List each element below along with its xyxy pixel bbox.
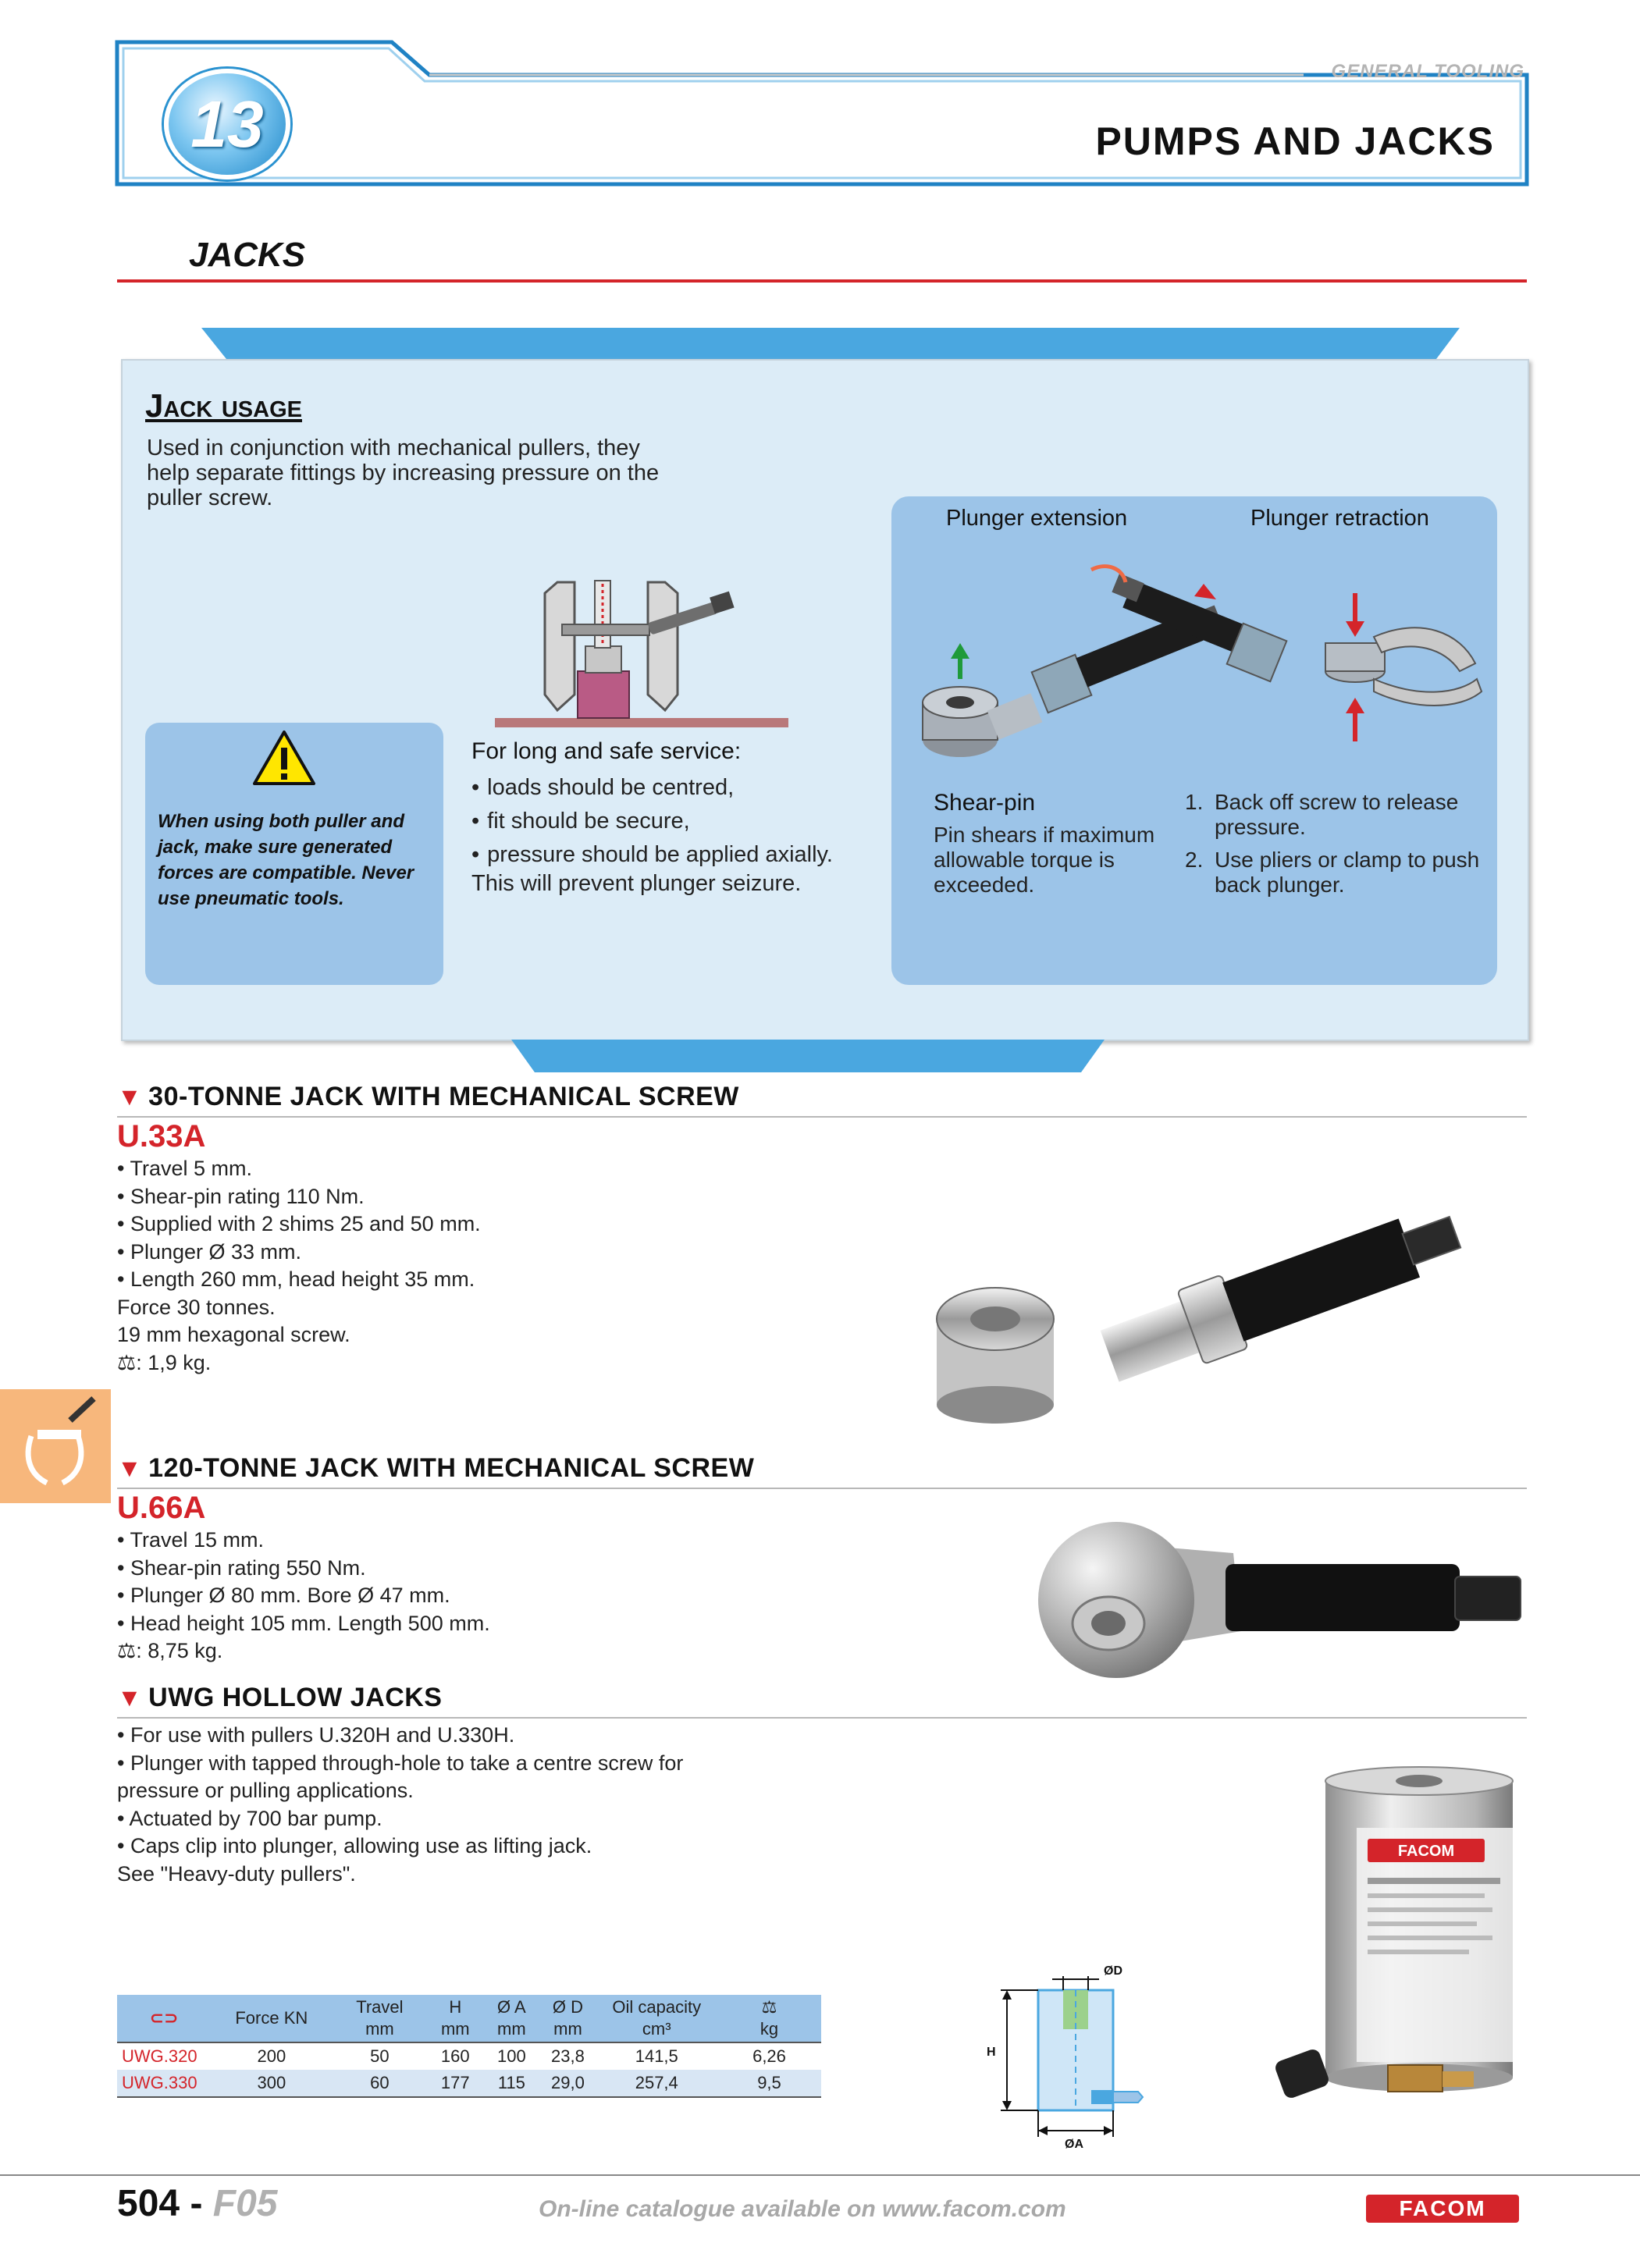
product-rule: [117, 1116, 1527, 1118]
panel-top-ribbon: [117, 328, 1460, 359]
service-list: [471, 771, 877, 872]
ref-header: [117, 1995, 211, 2042]
table-cell: 200: [257, 2046, 286, 2066]
table-cell: 9,5: [757, 2073, 781, 2092]
column-header: ⚖ kg: [717, 1995, 821, 2042]
puller-with-jack-illustration: [493, 578, 790, 734]
service-title: For long and safe service:: [471, 738, 742, 764]
product-features: [117, 1155, 820, 1377]
table-cell: 29,0: [551, 2073, 585, 2092]
retraction-step: [1185, 848, 1497, 898]
shear-pin-title: Shear-pin: [934, 790, 1036, 816]
catalogue-code: F05: [212, 2183, 278, 2224]
product-rule: [117, 1488, 1527, 1489]
column-header: Oil capacity cm³: [596, 1995, 717, 2042]
shear-pin-text: Pin shears if maximum allowable torque is exceeded.: [934, 823, 1155, 897]
jack-usage-description: Used in conjunction with mechanical pullers, they help separate fittings by increasing pressure on the puller screw.: [147, 435, 660, 510]
product-features: [117, 1527, 820, 1665]
plunger-operation-illustration: [913, 562, 1491, 780]
product-features: [117, 1722, 742, 1888]
table-row: [117, 2042, 821, 2070]
image-brand-label: FACOM: [1397, 1843, 1455, 1860]
feature-line: • Travel 5 mm.: [117, 1157, 252, 1180]
service-item: • fit should be secure,: [471, 805, 877, 838]
service-item: • pressure should be applied axially.: [471, 838, 877, 872]
page-separator: -: [190, 2183, 203, 2224]
step-number: 1.: [1185, 790, 1204, 814]
column-header: Force KN: [211, 1995, 332, 2042]
retraction-step: [1185, 790, 1497, 840]
feature-line: • For use with pullers U.320H and U.330H.: [117, 1723, 515, 1747]
feature-line: • Plunger Ø 33 mm.: [117, 1239, 302, 1264]
column-header: Ø A mm: [483, 1995, 539, 2042]
plunger-extension-label: Plunger extension: [946, 506, 1128, 531]
table-cell: 160: [440, 2046, 470, 2066]
product-heading: [117, 1082, 739, 1112]
dim-label-a: ØA: [1065, 2138, 1083, 2151]
feature-line: Force 30 tonnes.: [117, 1295, 276, 1319]
page-title: PUMPS AND JACKS: [1095, 119, 1495, 163]
product-code: U.33A: [117, 1119, 206, 1154]
table-cell: 177: [440, 2073, 470, 2092]
feature-line: • Head height 105 mm. Length 500 mm.: [117, 1611, 490, 1635]
feature-line: 19 mm hexagonal screw.: [117, 1323, 350, 1346]
uwg-hollow-jack-image: [1271, 1765, 1528, 2121]
feature-line: • Travel 15 mm.: [117, 1528, 264, 1552]
product-heading-text: 30-TONNE JACK WITH MECHANICAL SCREW: [148, 1082, 739, 1111]
table-cell-ref: UWG.320: [122, 2046, 197, 2066]
table-cell: 300: [257, 2073, 286, 2092]
column-header: H mm: [427, 1995, 483, 2042]
feature-line: • Actuated by 700 bar pump.: [117, 1806, 382, 1830]
feature-line: • Shear-pin rating 550 Nm.: [117, 1555, 366, 1580]
table-cell: 6,26: [752, 2046, 786, 2066]
table-cell: 141,5: [635, 2046, 678, 2066]
table-header-row: [117, 1995, 821, 2042]
table-row: [117, 2070, 821, 2097]
feature-line: • Length 260 mm, head height 35 mm.: [117, 1267, 475, 1291]
column-header: Ø D mm: [539, 1995, 596, 2042]
facom-logo: FACOM: [1366, 2195, 1519, 2223]
section-rule: [117, 279, 1527, 283]
table-cell: 115: [497, 2073, 525, 2092]
product-heading-text: 120-TONNE JACK WITH MECHANICAL SCREW: [148, 1453, 755, 1483]
warning-icon: [251, 729, 317, 787]
table-cell: 100: [497, 2046, 526, 2066]
dim-label-d: ØD: [1104, 1964, 1122, 1978]
table-cell: 50: [370, 2046, 390, 2066]
feature-line: ⚖: 8,75 kg.: [117, 1639, 223, 1662]
footer-online-text: On-line catalogue available on www.facom.com: [539, 2196, 1066, 2222]
step-text: Back off screw to release pressure.: [1215, 790, 1459, 839]
table-cell-ref: UWG.330: [122, 2073, 197, 2092]
panel-bottom-ribbon: [511, 1040, 1105, 1072]
product-rule: [117, 1717, 1527, 1719]
page-number: 504: [117, 2183, 180, 2224]
chapter-badge: 13: [164, 69, 290, 180]
uwg-dimension-diagram: [987, 1961, 1162, 2151]
u66a-jack-image: [1030, 1498, 1530, 1678]
section-label: GENERAL TOOLING: [1331, 61, 1524, 82]
feature-line: • Shear-pin rating 110 Nm.: [117, 1184, 365, 1208]
chapter-side-tab: [0, 1389, 111, 1503]
table-cell: 257,4: [635, 2073, 678, 2092]
retraction-steps: [1185, 790, 1497, 905]
facom-ref-icon: ⊂⊃: [149, 2008, 179, 2028]
service-note: This will prevent plunger seizure.: [471, 871, 802, 896]
red-triangle-icon: ▼: [117, 1454, 143, 1482]
warning-text: When using both puller and jack, make sure generated forces are compatible. Never use pneumatic tools.: [158, 811, 414, 909]
table-cell: 60: [370, 2073, 390, 2092]
product-heading-text: UWG HOLLOW JACKS: [148, 1683, 443, 1712]
table-cell: 23,8: [551, 2046, 585, 2066]
feature-line: ⚖: 1,9 kg.: [117, 1350, 212, 1374]
column-header: Travel mm: [333, 1995, 428, 2042]
jack-usage-title: Jack usage: [145, 387, 302, 424]
u33a-jack-image: [913, 1155, 1522, 1420]
footer-rule: [0, 2174, 1640, 2176]
section-title: JACKS: [189, 236, 306, 274]
plunger-retraction-label: Plunger retraction: [1250, 506, 1429, 531]
feature-line: • Plunger Ø 80 mm. Bore Ø 47 mm.: [117, 1584, 450, 1607]
service-item: • loads should be centred,: [471, 771, 877, 805]
feature-line: • Plunger with tapped through-hole to take a centre screw for pressure or pulling applications.: [117, 1751, 684, 1802]
product-code: U.66A: [117, 1491, 206, 1525]
product-heading: [117, 1453, 754, 1484]
header-frame: [117, 41, 1527, 186]
feature-line: • Caps clip into plunger, allowing use as lifting jack.: [117, 1834, 592, 1857]
feature-line: See "Heavy-duty pullers".: [117, 1861, 356, 1886]
red-triangle-icon: ▼: [117, 1683, 143, 1712]
uwg-spec-table: [117, 1995, 821, 2098]
dim-label-h: H: [987, 2046, 996, 2059]
footer-page-number: [117, 2182, 277, 2225]
step-text: Use pliers or clamp to push back plunger.: [1215, 848, 1480, 897]
puller-icon: [0, 1389, 111, 1503]
step-number: 2.: [1185, 848, 1204, 872]
feature-line: • Supplied with 2 shims 25 and 50 mm.: [117, 1212, 481, 1235]
red-triangle-icon: ▼: [117, 1082, 143, 1111]
product-heading: [117, 1683, 442, 1713]
